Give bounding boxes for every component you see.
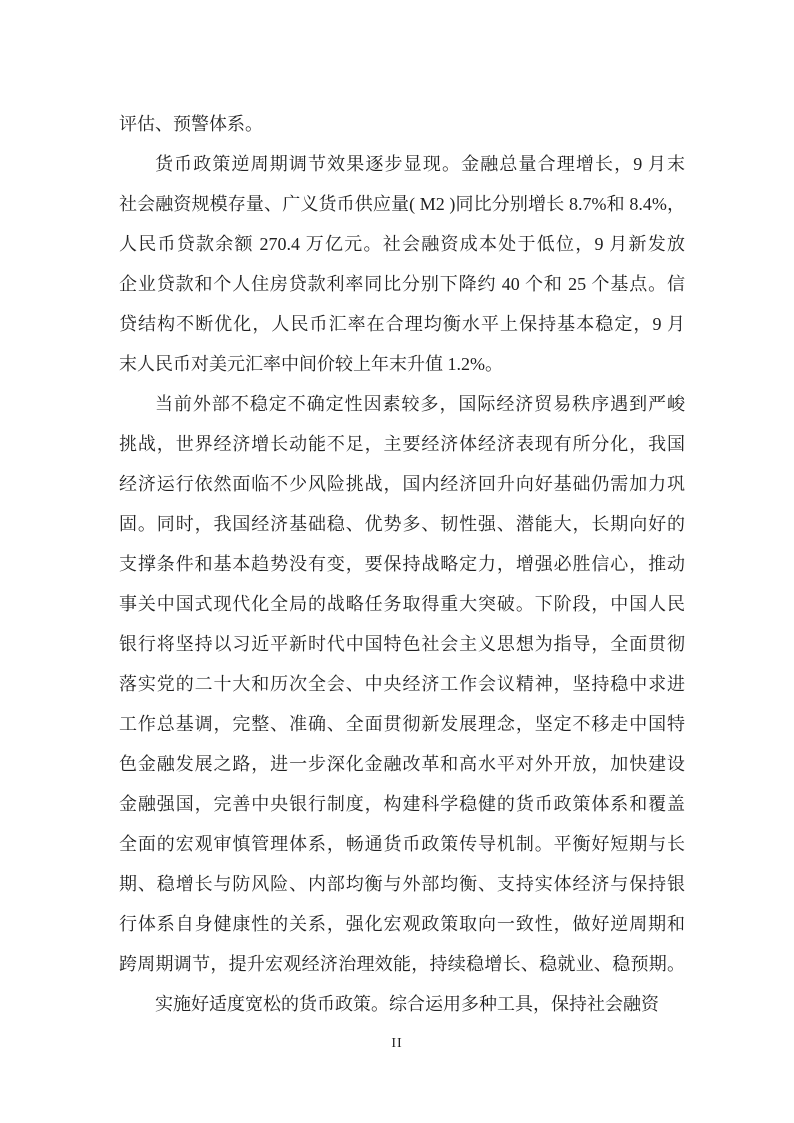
page-text <box>119 104 685 1024</box>
text-line: 当前外部不稳定不确定性因素较多，国际经济贸易秩序遇到严峻 <box>155 394 685 414</box>
text-line: 色金融发展之路，进一步深化金融改革和高水平对外开放，加快建设 <box>119 754 685 774</box>
text-line: 企业贷款和个人住房贷款利率同比分别下降约 40 个和 25 个基点。信 <box>119 274 685 294</box>
text-line: 全面的宏观审慎管理体系，畅通货币政策传导机制。平衡好短期与长 <box>119 834 685 854</box>
page-number: II <box>391 1036 403 1051</box>
text-line: 末人民币对美元汇率中间价较上年末升值 1.2%。 <box>119 354 503 374</box>
text-line: 跨周期调节，提升宏观经济治理效能，持续稳增长、稳就业、稳预期。 <box>119 954 685 974</box>
text-line: 金融强国，完善中央银行制度，构建科学稳健的货币政策体系和覆盖 <box>119 794 685 814</box>
text-line: 事关中国式现代化全局的战略任务取得重大突破。下阶段，中国人民 <box>119 594 685 614</box>
text-line: 落实党的二十大和历次全会、中央经济工作会议精神，坚持稳中求进 <box>119 674 685 694</box>
text-line: 货币政策逆周期调节效果逐步显现。金融总量合理增长，9 月末 <box>155 154 685 174</box>
text-line: 社会融资规模存量、广义货币供应量( M2 )同比分别增长 8.7%和 8.4%， <box>119 194 685 214</box>
text-line: 工作总基调，完整、准确、全面贯彻新发展理念，坚定不移走中国特 <box>119 714 685 734</box>
text-line: 银行将坚持以习近平新时代中国特色社会主义思想为指导，全面贯彻 <box>119 634 685 654</box>
text-line: 人民币贷款余额 270.4 万亿元。社会融资成本处于低位，9 月新发放 <box>119 234 685 254</box>
text-line: 固。同时，我国经济基础稳、优势多、韧性强、潜能大，长期向好的 <box>119 514 685 534</box>
text-line: 经济运行依然面临不少风险挑战，国内经济回升向好基础仍需加力巩 <box>119 474 685 494</box>
text-line: 支撑条件和基本趋势没有变，要保持战略定力，增强必胜信心，推动 <box>119 554 685 574</box>
text-line: 挑战，世界经济增长动能不足，主要经济体经济表现有所分化，我国 <box>119 434 685 454</box>
text-line: 贷结构不断优化，人民币汇率在合理均衡水平上保持基本稳定，9 月 <box>119 314 685 334</box>
text-line: 期、稳增长与防风险、内部均衡与外部均衡、支持实体经济与保持银 <box>119 874 685 894</box>
text-line: 评估、预警体系。 <box>119 114 263 134</box>
text-line: 行体系自身健康性的关系，强化宏观政策取向一致性，做好逆周期和 <box>119 914 685 934</box>
text-line: 实施好适度宽松的货币政策。综合运用多种工具，保持社会融资 <box>155 994 659 1014</box>
